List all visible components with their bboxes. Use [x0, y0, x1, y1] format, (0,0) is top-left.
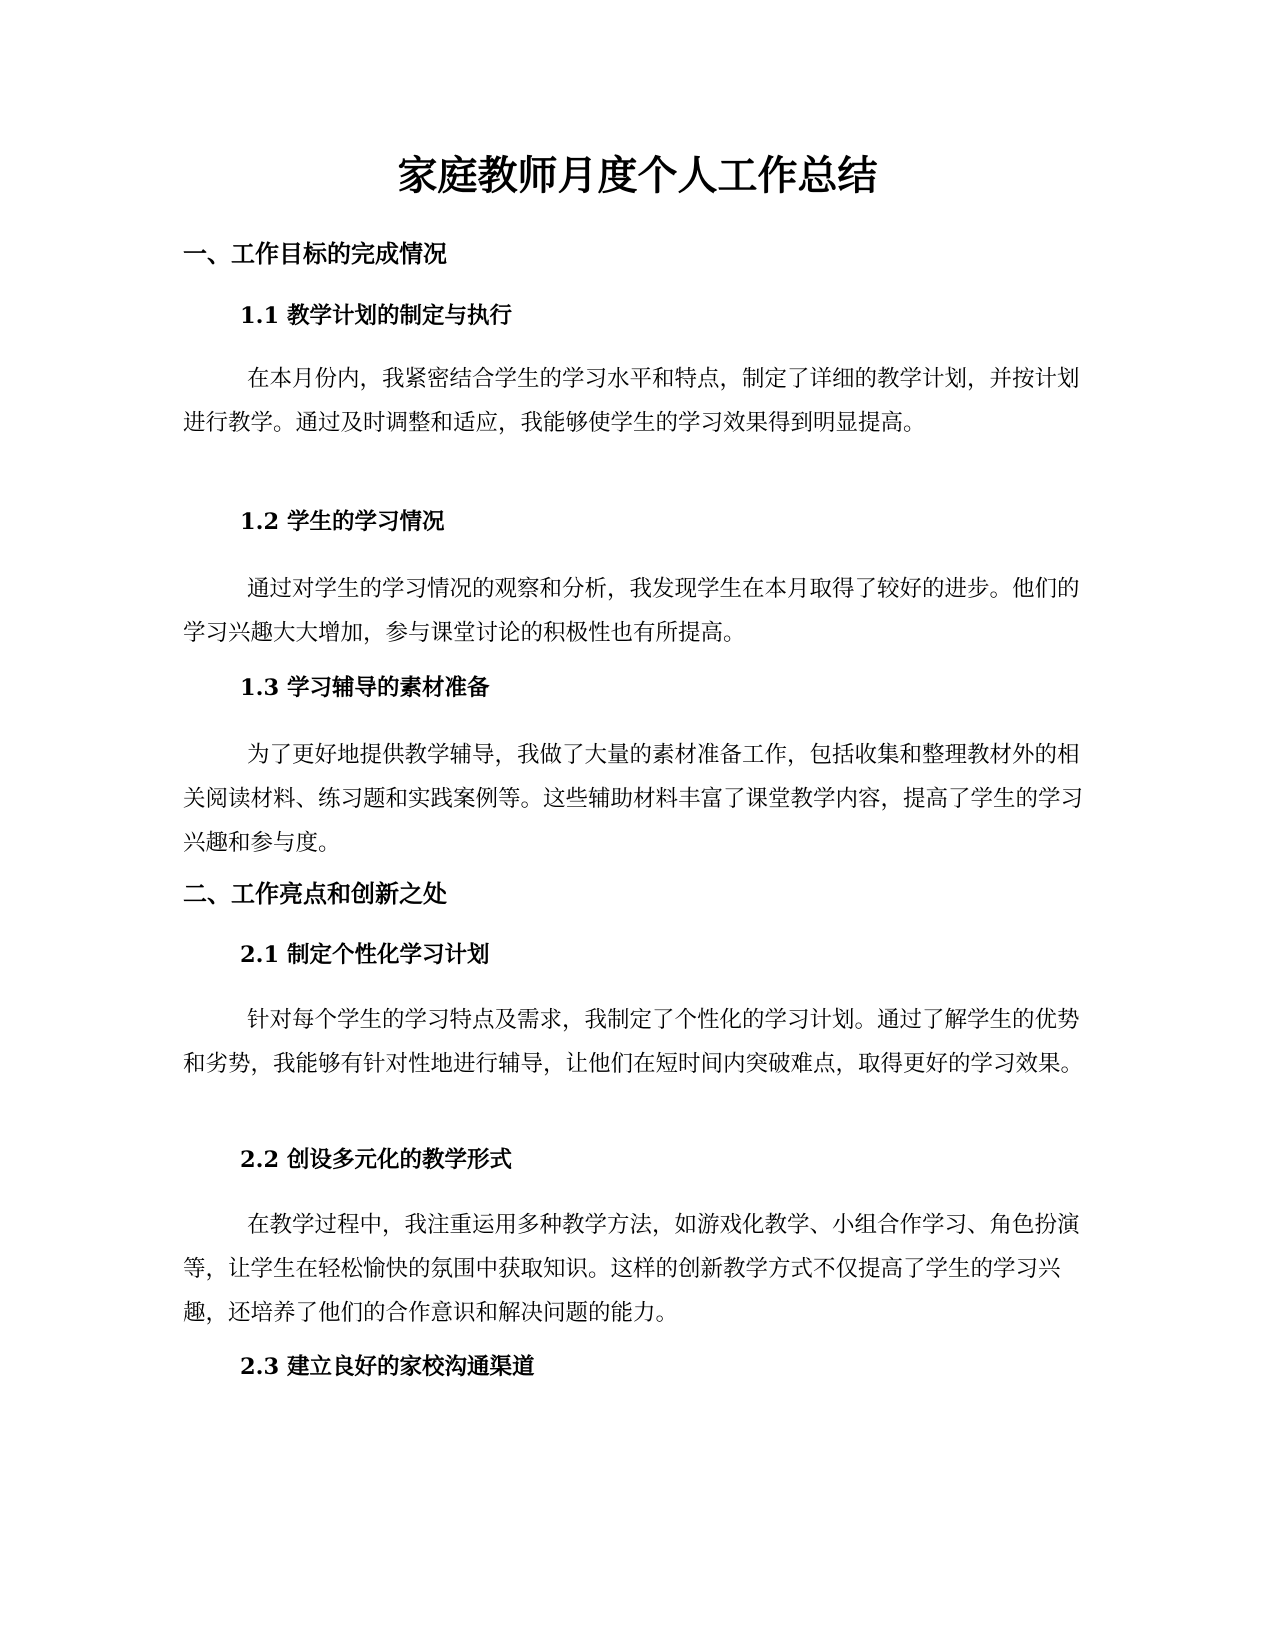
subsection-heading-1-3: 1.3 学习辅导的素材准备 — [240, 675, 490, 701]
paragraph-2-1: 针对每个学生的学习特点及需求，我制定了个性化的学习计划。通过了解学生的优势和劣势，我能够有针对性地进行辅导，让他们在短时间内突破难点，取得更好的学习效果。 — [183, 1007, 1084, 1077]
subsection-heading-2-1: 2.1 制定个性化学习计划 — [240, 942, 490, 968]
subsection-heading-2-3: 2.3 建立良好的家校沟通渠道 — [240, 1354, 535, 1380]
document-title: 家庭教师月度个人工作总结 — [397, 153, 878, 199]
paragraph-2-2: 在教学过程中，我注重运用多种教学方法，如游戏化教学、小组合作学习、角色扮演等，让学生在轻松愉快的氛围中获取知识。这样的创新教学方式不仅提高了学生的学习兴趣，还培养了他们的合作意识和解决问题的能力。 — [183, 1212, 1080, 1326]
subsection-heading-2-2: 2.2 创设多元化的教学形式 — [240, 1147, 512, 1173]
subsection-heading-1-2: 1.2 学生的学习情况 — [240, 509, 445, 535]
subsection-heading-1-1: 1.1 教学计划的制定与执行 — [240, 303, 512, 329]
section-heading-2: 二、工作亮点和创新之处 — [183, 880, 447, 908]
paragraph-1-2: 通过对学生的学习情况的观察和分析，我发现学生在本月取得了较好的进步。他们的学习兴趣大大增加，参与课堂讨论的积极性也有所提高。 — [183, 576, 1080, 646]
paragraph-1-1: 在本月份内，我紧密结合学生的学习水平和特点，制定了详细的教学计划，并按计划进行教学。通过及时调整和适应，我能够使学生的学习效果得到明显提高。 — [183, 366, 1080, 436]
paragraph-1-3: 为了更好地提供教学辅导，我做了大量的素材准备工作，包括收集和整理教材外的相关阅读材料、练习题和实践案例等。这些辅助材料丰富了课堂教学内容，提高了学生的学习兴趣和参与度。 — [183, 742, 1084, 856]
section-heading-1: 一、工作目标的完成情况 — [183, 240, 447, 268]
